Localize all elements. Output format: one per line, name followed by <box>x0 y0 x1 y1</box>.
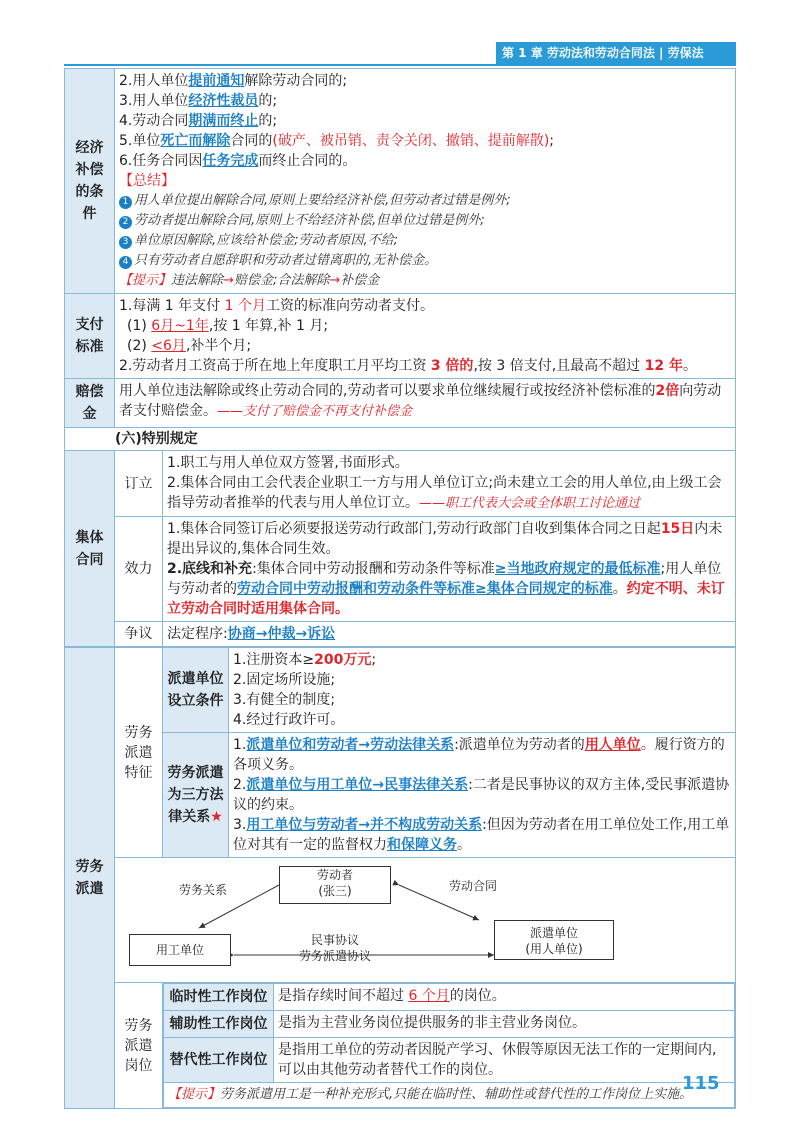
t: :但因为劳动者在用工单位处工作,用工单位对其有一定的监督权力 <box>233 817 730 853</box>
t: 解除劳动合同的; <box>244 73 348 89</box>
t: 1.集体合同签订后必须要报送劳动行政部门,劳动行政部门自收到集体合同之日起 <box>167 521 661 537</box>
number-4-icon: 4 <box>119 256 132 269</box>
posts-cell <box>163 983 736 1109</box>
damages-row <box>65 379 736 428</box>
feature-label: 劳务派遣特征 <box>115 648 163 858</box>
left-edge-label: 劳务关系 <box>179 883 228 897</box>
post-tip <box>164 1083 735 1108</box>
summary-1: 用人单位提出解除合同,原则上要给经济补偿,但劳动者过错是例外; <box>134 193 511 208</box>
t: 而终止合同的。 <box>258 153 357 169</box>
t: 的岗位。 <box>449 988 506 1004</box>
dispatcher-box <box>494 920 614 960</box>
hl: 期满而终止 <box>188 113 259 129</box>
hl: 派遣单位和劳动者→劳动法律关系 <box>246 737 455 753</box>
t: 劳动者 <box>316 868 353 882</box>
hl: (破产、被吊销、责令关闭、撤销、提前解散) <box>272 133 550 149</box>
t: 向劳动者支付赔偿金。 <box>119 383 722 419</box>
t: 2.集体合同由工会代表企业职工一方与用人单位订立;尚未建立工会的用人单位,由上级工会指导劳动者推举的代表与用人单位订立。 <box>167 475 722 511</box>
comp-row <box>65 69 736 294</box>
t: 民事协议 <box>311 933 360 947</box>
tip-tag: 【提示】 <box>119 273 172 288</box>
star-icon: ★ <box>210 809 223 825</box>
t: :派遣单位为劳动者的 <box>454 737 585 753</box>
number-3-icon: 3 <box>119 236 132 249</box>
post-name: 替代性工作岗位 <box>164 1038 274 1083</box>
hl: 6 个月 <box>408 988 450 1004</box>
t: 。 <box>612 581 627 597</box>
t: 违法解除 <box>171 273 224 288</box>
hl: <6月 <box>151 338 186 354</box>
t: 3.用人单位 <box>119 93 189 109</box>
summary-4: 只有劳动者自愿辞职和劳动者过错离职的,无补偿金。 <box>134 253 438 268</box>
t: 4.劳动合同 <box>119 113 189 129</box>
collective-label: 集体合同 <box>65 451 115 647</box>
hl: 2倍 <box>655 383 680 399</box>
t: 6.任务合同因 <box>119 153 203 169</box>
dispute-row <box>65 622 736 647</box>
bottom-edge-label <box>299 932 371 964</box>
hl: 用工单位与劳动者→并不构成劳动关系 <box>246 817 483 833</box>
cond-label: 派遣单位设立条件 <box>163 648 229 733</box>
post-desc: 是指用工单位的劳动者因脱产学习、休假等原因无法工作的一定期间内,可以由其他劳动者替代工作的岗位。 <box>274 1038 735 1083</box>
t: 2. <box>233 777 247 793</box>
hl: 3 倍的 <box>430 358 474 374</box>
post-row <box>164 1011 735 1038</box>
t: 用人单位违法解除或终止劳动合同的,劳动者可以要求单位继续履行或按经济补偿标准的 <box>119 383 656 399</box>
t: ; <box>371 652 377 668</box>
t: 。履行资方的各项义务。 <box>233 737 725 773</box>
summary-3: 单位原因解除,应该给补偿金;劳动者原因,不给; <box>134 233 399 248</box>
t: 派遣单位 <box>529 926 578 940</box>
t: ,按 3 倍支付,且最高不超过 <box>473 358 645 374</box>
sign-row <box>65 451 736 517</box>
summary-2: 劳动者提出解除合同,原则上不给经济补偿,但单位过错是例外; <box>134 213 485 228</box>
t: 1.注册资本≥ <box>233 652 315 668</box>
note: ——支付了赔偿金不再支付补偿金 <box>217 404 413 419</box>
chapter-header: 第 1 章 劳动法和劳动合同法 | 劳保法 <box>496 42 736 64</box>
hl: 协商→仲裁→诉讼 <box>227 626 336 642</box>
hl: 派遣单位与用工单位→民事法律关系 <box>246 777 469 793</box>
post-tip-row <box>164 1083 735 1108</box>
hl: 死亡而解除 <box>160 133 231 149</box>
collective-table <box>64 450 736 647</box>
note: ——职工代表大会或全体职工讨论通过 <box>419 496 641 511</box>
post-row <box>164 984 735 1011</box>
t: 。 <box>457 837 471 853</box>
t: 的; <box>258 113 278 129</box>
t: 2.劳动者月工资高于所在地上年度职工月平均工资 <box>119 358 431 374</box>
post-label: 劳务派遣岗位 <box>115 983 163 1109</box>
t: 补偿金 <box>340 273 380 288</box>
t: 2.固定场所设施; <box>233 672 336 688</box>
hl: 任务完成 <box>202 153 259 169</box>
employer-use-box: 用工单位 <box>129 934 231 966</box>
pay-content <box>115 294 736 379</box>
hl: ≥当地政府规定的最低标准 <box>494 561 661 577</box>
effect-row <box>65 517 736 622</box>
relation-label <box>163 733 229 858</box>
compensation-table <box>64 68 736 428</box>
t: ;用人单位与劳动者的 <box>167 561 722 597</box>
content-page <box>64 68 736 1109</box>
t: 1.每满 1 年支付 <box>119 298 225 314</box>
sign-content <box>163 451 736 517</box>
t: (用人单位) <box>525 942 583 956</box>
t: 3. <box>233 817 247 833</box>
summary-tag: 【总结】 <box>119 173 175 189</box>
relation-content <box>229 733 736 858</box>
relation-row <box>65 733 736 858</box>
cond-content <box>229 648 736 733</box>
t: :二者是民事协议的双方主体,受民事派遣协议的约束。 <box>233 777 730 813</box>
header-rule <box>64 64 736 66</box>
hl: 劳动合同中劳动报酬和劳动条件等标准≥集体合同规定的标准 <box>237 581 613 597</box>
hl: 约定不明、未订立劳动合同时适用集体合同。 <box>167 581 725 617</box>
page-number: 115 <box>682 1073 720 1094</box>
hl: 用人单位 <box>584 737 641 753</box>
t: 法定程序: <box>167 626 228 642</box>
comp-content <box>115 69 736 294</box>
t: :集体合同中劳动报酬和劳动条件等标准 <box>252 561 495 577</box>
t: 的; <box>258 93 278 109</box>
worker-box <box>279 866 391 904</box>
dispatch-label: 劳务派遣 <box>65 648 115 1109</box>
section-title: (六)特别规定 <box>64 428 736 450</box>
pay-label: 支付标准 <box>65 294 115 379</box>
posts-table <box>163 983 735 1108</box>
tip-tag: 【提示】 <box>168 1087 221 1102</box>
cond-row <box>65 648 736 733</box>
posts-row <box>65 983 736 1109</box>
t: 工资的标准向劳动者支付。 <box>265 298 434 314</box>
t: ,按 1 年算,补 1 月; <box>208 318 329 334</box>
dispute-content <box>163 622 736 647</box>
t: 内未提出异议的,集体合同生效。 <box>167 521 723 557</box>
damages-content <box>115 379 736 428</box>
t: (2) <box>127 338 147 354</box>
hl: 6月~1年 <box>151 318 209 334</box>
dispatch-table <box>64 647 736 1109</box>
comp-label: 经济补偿的条件 <box>65 69 115 294</box>
arrow: → <box>223 273 234 288</box>
t: (张三) <box>318 884 352 898</box>
number-2-icon: 2 <box>119 216 132 229</box>
t: 4.经过行政许可。 <box>233 712 345 728</box>
effect-content <box>163 517 736 622</box>
effect-label: 效力 <box>115 517 163 622</box>
t: 2.用人单位 <box>119 73 189 89</box>
t: ; <box>549 133 555 149</box>
right-edge-label: 劳动合同 <box>449 879 498 893</box>
pay-row <box>65 294 736 379</box>
t: 是指存续时间不超过 <box>278 988 409 1004</box>
post-name: 辅助性工作岗位 <box>164 1011 274 1038</box>
t: 5.单位 <box>119 133 161 149</box>
hl: 15日 <box>660 521 695 537</box>
post-row <box>164 1038 735 1083</box>
t: 1.职工与用人单位双方签署,书面形式。 <box>167 455 409 471</box>
t: 合同的 <box>230 133 273 149</box>
number-1-icon: 1 <box>119 196 132 209</box>
t: 1. <box>233 737 247 753</box>
hl: 200万元 <box>314 652 372 668</box>
dispute-label: 争议 <box>115 622 163 647</box>
damages-label: 赔偿金 <box>65 379 115 428</box>
post-name: 临时性工作岗位 <box>164 984 274 1011</box>
t: 赔偿金;合法解除 <box>233 273 330 288</box>
t: 劳务派遣协议 <box>299 949 372 963</box>
hl: 经济性裁员 <box>188 93 259 109</box>
sign-label: 订立 <box>115 451 163 517</box>
diagram-cell <box>115 858 736 983</box>
t: ,补半个月; <box>185 338 252 354</box>
t: 劳务派遣用工是一种补充形式,只能在临时性、辅助性或替代性的工作岗位上实施。 <box>220 1087 693 1102</box>
t: 。 <box>682 358 697 374</box>
hl: 提前通知 <box>188 73 245 89</box>
relationship-diagram <box>119 860 731 980</box>
t: (1) <box>127 318 147 334</box>
post-desc <box>274 984 735 1011</box>
diagram-row <box>65 858 736 983</box>
t: 3.有健全的制度; <box>233 692 336 708</box>
t: 2.底线和补充 <box>167 561 253 577</box>
post-desc: 是指为主营业务岗位提供服务的非主营业务岗位。 <box>274 1011 735 1038</box>
hl: 1 个月 <box>224 298 266 314</box>
hl: 12 年 <box>644 358 683 374</box>
hl: 和保障义务 <box>387 837 457 853</box>
arrow: → <box>329 273 341 288</box>
t: 劳务派遣为三方法律关系 <box>167 765 224 825</box>
